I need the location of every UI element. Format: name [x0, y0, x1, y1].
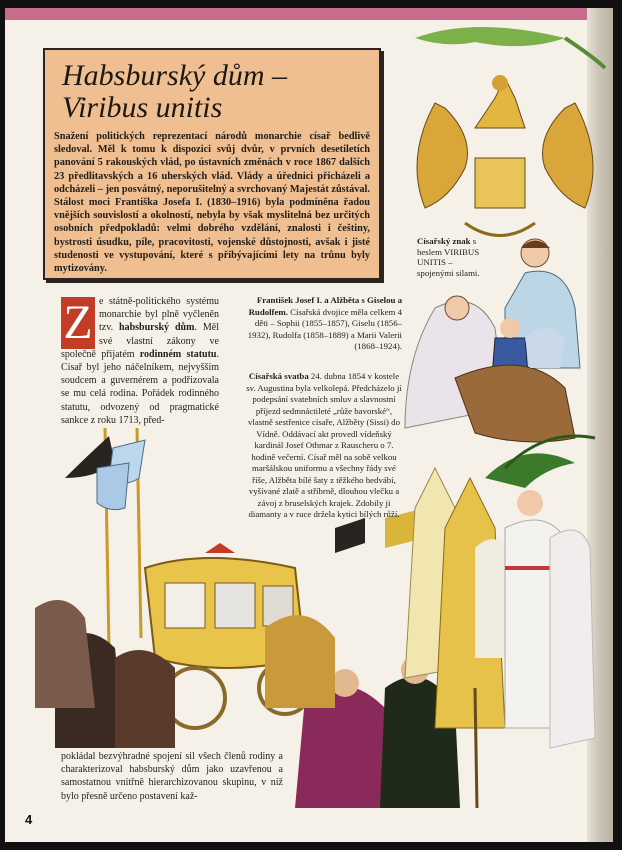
- wedding-caption-text: 24. dubna 1854 v kostele sv. Augustina byla velkolepá. Předcházelo jí podepsání svatebních smluv a slavnostní příjezd sedmnáctileté „růže bavorské“, vlastně sestřenice císaře, Alžběty (Sissi) do Vídně. Oddávací akt provedl vídeňský kardinál Josef Othmar z Rauscheru o 7. hodině večerní. Císař měl na sobě velkou maršálskou uniformu a všechny řády své říše, Alžběta bílé šaty z těžkého hedvábí, vyšívané zlatě a stříbrně, dlouhou vlečku a závoj z bruselských krajek. Zdobily ji diamanty a v ruce držela kytici bílých růží.: [246, 371, 402, 519]
- crest-caption: [417, 236, 483, 278]
- title-line-1: Habsburský dům –: [62, 59, 287, 92]
- family-caption-text: Císařská dvojice měla celkem 4 děti – Sophii (1855–1857), Giselu (1856–1932), Rudolfa (1858–1889) a Marii Valerii (1868–1924).: [247, 306, 402, 351]
- intro-text: Snažení politických reprezentací národů monarchie císař bedlivě sledoval. Měl k tomu k dispozici svůj dvůr, v prvních desetiletích panování 5 rakouských vlád, po ústavních změnách v roce 1867 dalších 23 předlitavských a 16 uherských vlád. Vlády a úřednici přicházeli a odcházeli – jen posvátný, neporušitelný a svrchovaný Majestát zůstával. Stálost moci Františka Josefa I. (1830–1916) byla podmíněna řadou vnějších souvislostí a okolností, nebyla by však myslitelná bez určitých osobních předpokladů: velmi dobrého vzdělání, znalosti i češtiny, bystrosti úsudku, píle, pracovitosti, vojenské důstojnosti, avšak i jisté studenosti ve vystupování, které s přibývajícími lety na trůnu byly mytizovány.: [54, 131, 370, 275]
- crest-caption-title: Císařský znak: [417, 236, 471, 246]
- page-number: 4: [25, 812, 33, 827]
- crest-eagle-icon: [417, 75, 593, 236]
- wedding-caption: [245, 371, 403, 521]
- body-text-part-3: . Císař byl jeho náčelníkem, nejvyšším soudcem a guvernérem a podřizovala se mu celá rodina. Pořádek rodinného statutu, odvozený od pragmatické sankce z roku 1713, před-: [61, 348, 219, 426]
- main-text-column: [61, 295, 219, 427]
- drop-cap: Z: [61, 297, 95, 349]
- page-title: [62, 60, 370, 124]
- wedding-caption-title: Císařská svatba: [248, 371, 309, 381]
- family-caption: [240, 295, 402, 353]
- crest-caption-text: s heslem VIRIBUS UNITIS – spojenými silami.: [417, 236, 480, 278]
- body-bold-2: rodinném statutu: [139, 348, 217, 360]
- intro-box: [43, 48, 381, 280]
- book-page: [5, 8, 613, 842]
- family-caption-title: František Josef I. a Alžběta s Giselou a Rudolfem.: [248, 295, 402, 317]
- body-bold-1: habsburský dům: [119, 322, 195, 334]
- body-text-part-1: e státně-politického systému monarchie byl plně vyčleněn tzv.: [99, 296, 219, 334]
- bottom-text: pokládal bezvýhradné spojení sil všech členů rodiny a charakterizoval habsburský dům jako uzavřenou a samostatnou vnitřně hierarchizovanou skupinu, v níž bylo přesně určeno postavení kaž-: [61, 751, 283, 802]
- body-text-part-2: . Měl své vlastní zákony ve společně přijatém: [61, 322, 220, 360]
- title-line-2: Viribus unitis: [62, 91, 223, 124]
